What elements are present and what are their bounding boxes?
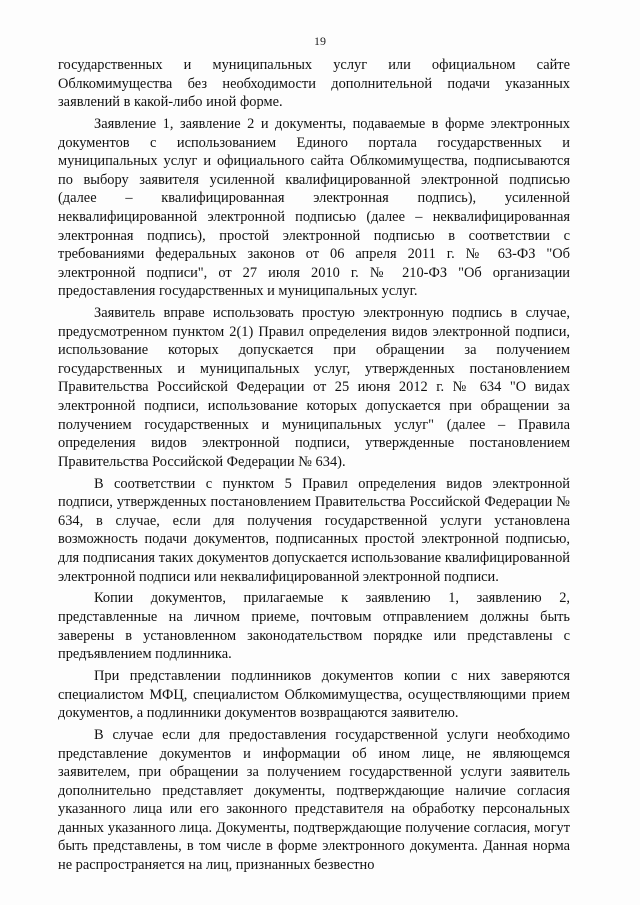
paragraph-electronic-signature-types: Заявление 1, заявление 2 и документы, подаваемые в форме электронных документов с использованием Единого портала государственных и муниципальных услуг и официального сайта Облкомимущества, подписываются по выбору заявителя усиленной квалифицированной электронной подписью (далее – квалифицированная электронная подпись), усиленной неквалифицированной электронной подписью (далее – неквалифицированная электронная подпись), простой электронной подписью в соответствии с требованиями федеральных законов от 06 апреля 2011 г. № 63-ФЗ "Об электронной подписи", от 27 июля 2010 г. № 210-ФЗ "Об организации предоставления государственных и муниципальных услуг. <box>58 115 570 300</box>
document-body <box>58 56 570 878</box>
paragraph-third-party-consent: В случае если для предоставления государственной услуги необходимо представление документов и информации об ином лице, не являющемся заявителем, при обращении за получением государственной услуги заявитель дополнительно представляет документы, подтверждающие наличие согласия указанного лица или его законного представителя на обработку персональных данных указанного лица. Документы, подтверждающие получение согласия, могут быть представлены, в том числе в форме электронного документа. Данная норма не распространяется на лиц, признанных безвестно <box>58 726 570 874</box>
paragraph-document-copies: Копии документов, прилагаемые к заявлению 1, заявлению 2, представленные на личном приеме, почтовым отправлением должны быть заверены в установленном законодательством порядке или представлены с предъявлением подлинника. <box>58 590 570 663</box>
page-number: 19 <box>314 34 326 48</box>
paragraph-continued: государственных и муниципальных услуг или официальном сайте Облкомимущества без необходимости дополнительной подачи указанных заявлений в какой-либо иной форме. <box>58 57 570 111</box>
paragraph-original-documents: При представлении подлинников документов копии с них заверяются специалистом МФЦ, специалистом Облкомимущества, осуществляющими прием документов, а подлинники документов возвращаются заявителю. <box>58 667 570 722</box>
paragraph-signature-rules-point-5: В соответствии с пунктом 5 Правил определения видов электронной подписи, утвержденных постановлением Правительства Российской Федерации № 634, в случае, если для получения государственной услуги установлена возможность подачи документов, подписанных простой электронной подписью, для подписания таких документов допускается использование квалифицированной электронной подписи или неквалифицированной электронной подписи. <box>58 475 570 585</box>
paragraph-simple-signature-right: Заявитель вправе использовать простую электронную подпись в случае, предусмотренном пунктом 2(1) Правил определения видов электронной подписи, использование которых допускается при обращении за получением государственных и муниципальных услуг, утвержденных постановлением Правительства Российской Федерации от 25 июня 2012 г. № 634 "О видах электронной подписи, использование которых допускается при обращении за получением государственных и муниципальных услуг" (далее – Правила определения видов электронной подписи, утвержденные постановлением Правительства Российской Федерации № 634). <box>58 305 570 470</box>
